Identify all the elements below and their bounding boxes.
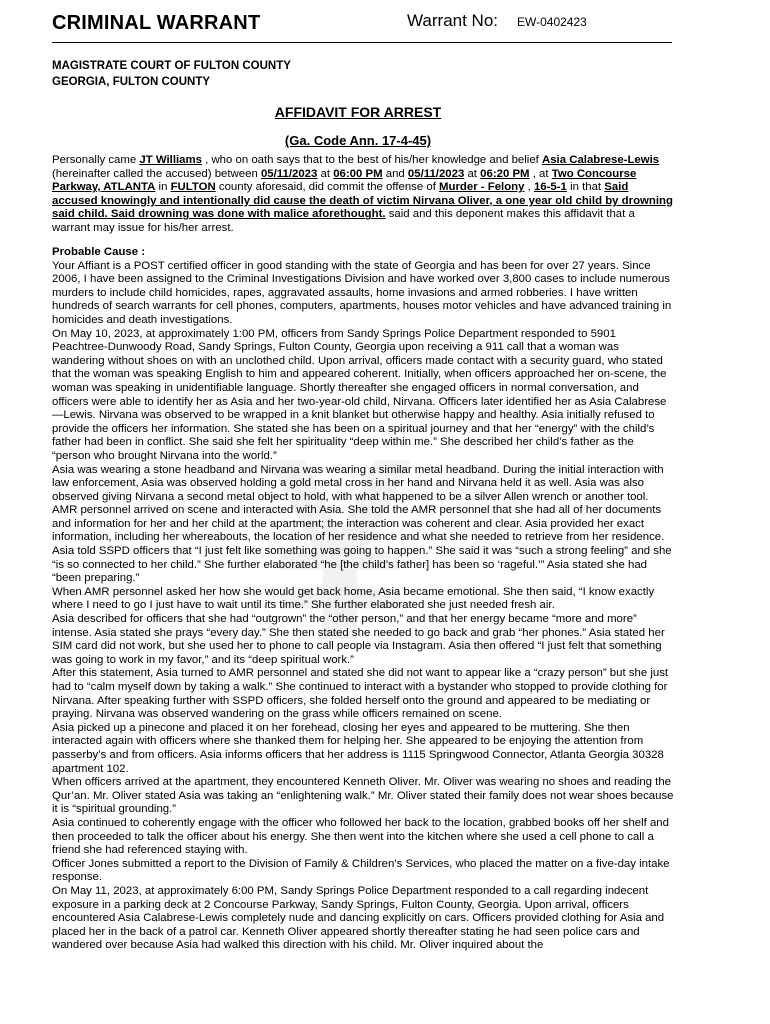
probable-cause-section bbox=[52, 246, 674, 953]
pc-paragraph: Asia described for officers that she had “outgrown” the “other person,” and that her energy became “more and more” intense. Asia stated she prays “every day.” She then stated she needed to go back and grab “her phones.” Asia stated her SIM card did not work, but she used her to phone to call people via Instagram. Asia then offered “I just felt that something was going to work in my favor,” and its “deep spiritual work.” bbox=[52, 613, 665, 666]
pc-paragraph: Asia continued to coherently engage with the officer who followed her back to the location, grabbed books off her shelf and then proceeded to talk the officer about his energy. She then went into the kitchen where she used a cell phone to call a friend she had referenced staying with. bbox=[52, 816, 669, 857]
probable-cause-heading: Probable Cause : bbox=[52, 246, 146, 258]
intro-text: , bbox=[524, 181, 534, 194]
pc-paragraph: Your Affiant is a POST certified officer in good standing with the state of Georgia and has been for over 27 years. Since 2006, I have been assigned to the Criminal Investigations Division and have worked over 3,800 cases to include numerous murders to include child homicides, rapes, aggravated assaults, home invasions and armed robberies. I have written hundreds of search warrants for cell phones, computers, apartments, houses motor vehicles and have advanced training in homicides and death investigations. bbox=[52, 259, 672, 326]
pc-paragraph: After this statement, Asia turned to AMR personnel and stated she did not want to appear like a “crazy person” but she just had to “calm myself down by taking a walk.” She continued to interact with a bystander who stopped to provide clothing for Nirvana. After speaking further with SSPD officers, she folded herself onto the ground and appeared to be mediating or praying. Nirvana was observed wandering on the grass while officers remained on scene. bbox=[52, 667, 669, 721]
intro-text: , at bbox=[529, 167, 552, 180]
intro-text: (hereinafter called the accused) between bbox=[52, 167, 261, 180]
warrant-header bbox=[52, 8, 672, 43]
pc-paragraph: When officers arrived at the apartment, they encountered Kenneth Oliver. Mr. Oliver was wearing no shoes and reading the Qur’an. Mr. Oliver stated Asia was taking an “enlightening walk.” Mr. Oliver stated their family does not wear shoes because it is “spiritual grounding.” bbox=[52, 776, 674, 816]
warrant-number-value: EW-0402423 bbox=[517, 15, 587, 29]
pc-paragraph: Asia was wearing a stone headband and Nirvana was wearing a similar metal headband. During the initial interaction with law enforcement, Asia was observed holding a gold metal cross in her hand and Nirvana held it as well. Asia was also observed giving Nirvana a second metal object to hold, with what happened to be a silver Allen wrench or another tool. bbox=[52, 463, 664, 503]
pc-paragraph: When AMR personnel asked her how she would get back home, Asia became emotional. She then said, “I know exactly where I need to go I just have to wait until its time.” She further elaborated she just needed fresh air. bbox=[52, 585, 655, 612]
date-to: 05/11/2023 bbox=[407, 167, 465, 180]
intro-text: in bbox=[155, 181, 171, 194]
county-name: FULTON bbox=[170, 181, 216, 194]
pc-paragraph: AMR personnel arrived on scene and interacted with Asia. She told the AMR personnel that she had all of her documents and information for her and her child at the apartment; the interaction was coherent and clear. Asia provided her exact information, including her whereabouts, the location of her residence and what she needed to retrieve from her residence. bbox=[52, 504, 665, 544]
time-from: 06:00 PM bbox=[333, 167, 383, 180]
watermark-seal: ¥ bbox=[267, 405, 413, 695]
pc-paragraph: Officer Jones submitted a report to the Division of Family & Children’s Services, who placed the matter on a five-day intake response. bbox=[52, 857, 670, 884]
time-to: 06:20 PM bbox=[480, 167, 530, 180]
pc-paragraph: Asia picked up a pinecone and placed it on her forehead, closing her eyes and appeared to be muttering. She then interacted again with officers where she thanked them for helping her. She appeared to be enjoying the attention from passerby’s and from officers. Asia informs officers that her address is 1115 Springwood Connector, Atlanta Georgia 30328 apartment 102. bbox=[52, 721, 664, 775]
court-jurisdiction: GEORGIA, FULTON COUNTY bbox=[52, 76, 211, 88]
statute-citation: (Ga. Code Ann. 17-4-45) bbox=[284, 133, 432, 148]
warrant-number-label: Warrant No: bbox=[407, 11, 499, 30]
intro-text: Personally came bbox=[52, 154, 140, 166]
pc-paragraph: On May 10, 2023, at approximately 1:00 PM, officers from Sandy Springs Police Department responded to 5901 Peachtree-Dunwoody Road, Sandy Springs, Fulton County, Georgia upon receiving a 911 call that a woman was wandering without shoes on with an unclothed child. Upon arrival, officers made contact with a security guard, who stated that the woman was speaking English to him and appeared coherent. Initially, when officers approached her on-scene, the woman was speaking in unidentifiable language. Shortly thereafter she engaged officers in normal conversation, and officers were able to identify her as Asia and her two-year-old child, Nirvana. Officers later identified her as Asia Calabrese—Lewis. Nirvana was observed to be wrapped in a knit blanket but otherwise happy and healthy. Asia initially refused to provide the officers her information. She stated she has been on a spiritual journey and that her “energy” with the child’s father had been in conflict. She said she felt her spirituality “deep within me.” She described her child’s father as the “person who brought Nirvana into the world.” bbox=[52, 327, 667, 462]
pc-paragraph: On May 11, 2023, at approximately 6:00 PM, Sandy Springs Police Department responded to a call regarding indecent exposure in a parking deck at 2 Concourse Parkway, Sandy Springs, Fulton County, Georgia. Upon arrival, officers encountered Asia Calabrese-Lewis completely nude and dancing explicitly on cars. Officers provided clothing for Asia and placed her in the back of a patrol car. Kenneth Oliver appeared shortly thereafter stating he had seen police cars and wandered over because Asia had walked this direction with his child. Mr. Oliver inquired about the bbox=[52, 884, 665, 952]
offense-description: Said accused knowingly and intentionally did cause the death of victim Nirvana Oliver, a one year old child by drowning said child. Said drowning was done with malice aforethought. bbox=[52, 181, 673, 221]
court-block bbox=[52, 58, 291, 90]
statute-number: 16-5-1 bbox=[533, 181, 567, 194]
offense-name: Murder - Felony bbox=[439, 181, 525, 194]
affidavit-title: AFFIDAVIT FOR ARREST bbox=[274, 104, 442, 120]
intro-text: at bbox=[317, 167, 334, 180]
court-name: MAGISTRATE COURT OF FULTON COUNTY bbox=[52, 60, 291, 72]
affidavit-intro bbox=[52, 154, 674, 236]
intro-text: , who on oath says that to the best of his/her knowledge and belief bbox=[201, 154, 542, 166]
intro-text: and bbox=[382, 167, 408, 180]
document-title: CRIMINAL WARRANT bbox=[52, 12, 261, 34]
intro-text: said and this deponent makes this affidavit that a warrant may issue for his/her arrest. bbox=[52, 208, 635, 234]
affiant-name: JT Williams bbox=[139, 154, 202, 166]
intro-text: county aforesaid, did commit the offense of bbox=[215, 181, 440, 194]
pc-paragraph: Asia told SSPD officers that “I just felt like something was going to happen.” She said it was “such a strong feeling” and she “is so connected to her child.” She further elaborated “he [the child’s father] has been so ‘rageful.’” Asia stated she had “been preparing.” bbox=[52, 545, 672, 585]
date-from: 05/11/2023 bbox=[260, 167, 318, 180]
intro-text: in that bbox=[566, 181, 605, 194]
accused-name: Asia Calabrese-Lewis bbox=[542, 154, 660, 166]
intro-text: at bbox=[464, 167, 481, 180]
offense-location: Two Concourse Parkway, ATLANTA bbox=[52, 167, 637, 194]
